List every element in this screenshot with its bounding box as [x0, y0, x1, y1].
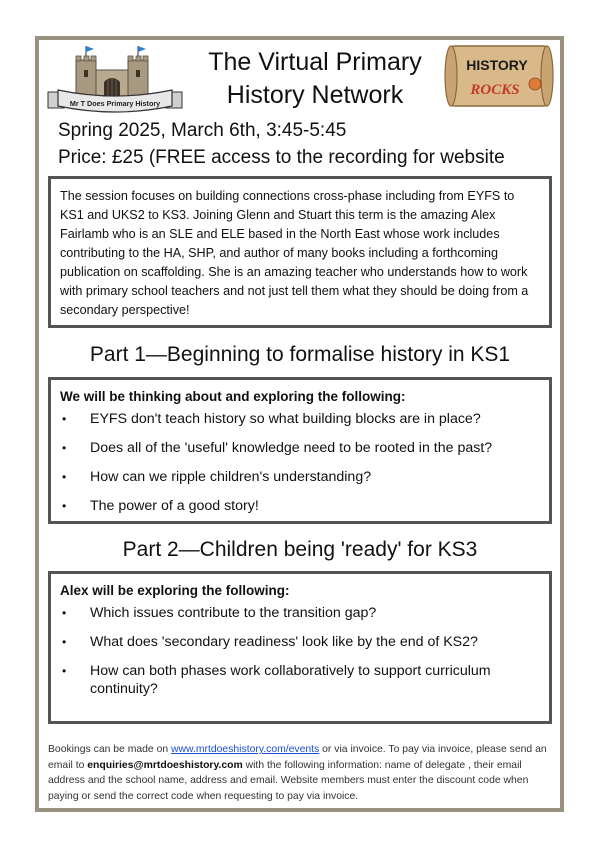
part2-box	[48, 571, 552, 724]
history-rocks-bottom-text: ROCKS	[470, 82, 520, 98]
list-item: • The power of a good story!	[60, 497, 540, 515]
title-line-1: The Virtual Primary	[208, 48, 422, 76]
list-item: • Does all of the 'useful' knowledge need to be rooted in the past?	[60, 439, 540, 457]
list-item: • What does 'secondary readiness' look like by the end of KS2?	[60, 633, 540, 651]
price-line: Price: £25 (FREE access to the recording for website	[58, 147, 505, 168]
castle-logo	[44, 42, 186, 114]
footer-text-1: Bookings can be made on	[48, 744, 172, 755]
history-rocks-logo	[443, 42, 555, 110]
part1-box-title: We will be thinking about and exploring the following:	[60, 389, 406, 404]
part2-list	[60, 604, 540, 698]
title-line-2: History Network	[226, 81, 404, 109]
history-rocks-top-text: HISTORY	[466, 57, 528, 73]
footer-text-2: or via invoice. To pay via invoice, please send an email to	[48, 744, 547, 771]
header	[40, 42, 560, 122]
list-item: • Which issues contribute to the transition gap?	[60, 604, 540, 622]
page-title	[190, 46, 440, 112]
list-item: • EYFS don't teach history so what building blocks are in place?	[60, 410, 540, 428]
part1-list	[60, 410, 540, 515]
date-line: Spring 2025, March 6th, 3:45-5:45	[58, 120, 347, 141]
part2-box-title: Alex will be exploring the following:	[60, 583, 290, 598]
events-link[interactable]: www.mrtdoeshistory.com/events	[171, 744, 320, 755]
enquiries-email[interactable]: enquiries@mrtdoeshistory.com	[87, 759, 243, 771]
castle-logo-caption: Mr T Does Primary History	[69, 99, 161, 108]
part1-box	[48, 377, 552, 524]
part2-title: Part 2—Children being 'ready' for KS3	[122, 538, 478, 561]
intro-text: The session focuses on building connections cross-phase including from EYFS to KS1 and UKS2 to KS3. Joining Glenn and Stuart this term is the amazing Alex Fairlamb who is an SLE and ELE based in the North East whose work includes contributing to the HA, SHP, and author of many books including a forthcoming publication on scaffolding. She is an amazing teacher who understands how to work with primary school teachers and not just tell them what they should be doing from a secondary perspective!	[60, 189, 529, 317]
booking-footer	[48, 742, 554, 804]
intro-box	[48, 176, 552, 328]
list-item: • How can both phases work collaboratively to support curriculum continuity?	[60, 662, 540, 698]
part1-title: Part 1—Beginning to formalise history in KS1	[89, 343, 511, 366]
footer-text-3: with the following information: name of delegate , their email address and the school name, address and email. Website members must enter the discount code when paying or send the correct code when requesting to pay via invoice.	[48, 759, 529, 802]
list-item: • How can we ripple children's understanding?	[60, 468, 540, 486]
